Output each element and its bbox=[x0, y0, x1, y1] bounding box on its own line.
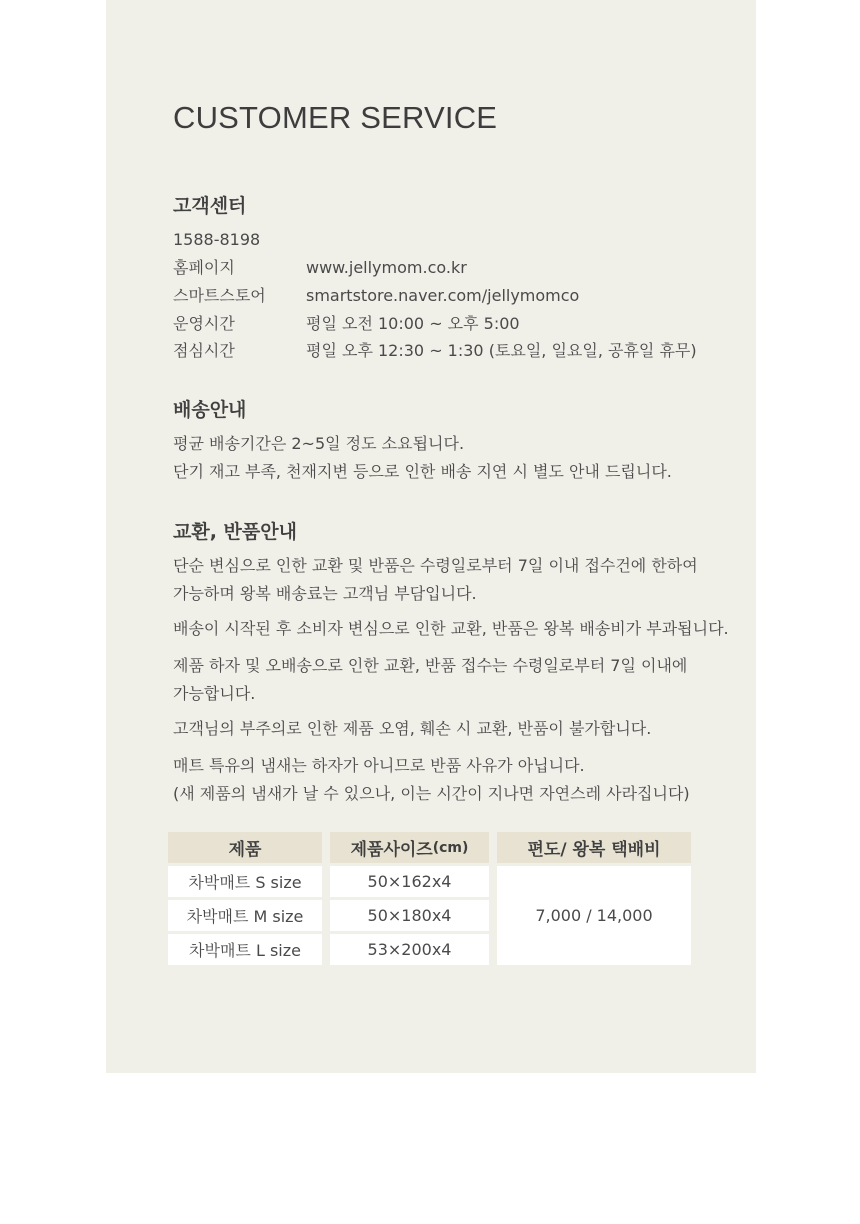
table-cell-product: 차박매트 M size bbox=[168, 900, 322, 931]
table-cell-product: 차박매트 S size bbox=[168, 866, 322, 897]
info-row-hours bbox=[173, 314, 520, 334]
homepage-link[interactable]: www.jellymom.co.kr bbox=[306, 258, 467, 277]
table-header-product bbox=[168, 832, 322, 863]
info-label: 점심시간 bbox=[173, 341, 235, 360]
info-value: 평일 오전 10:00 ~ 오후 5:00 bbox=[306, 314, 520, 333]
returns-text: 매트 특유의 냄새는 하자가 아니므로 반품 사유가 아닙니다. bbox=[173, 756, 585, 775]
table-cell-size: 50×180x4 bbox=[330, 900, 489, 931]
returns-text: 가능하며 왕복 배송료는 고객님 부담입니다. bbox=[173, 584, 477, 603]
table-cell-size: 53×200x4 bbox=[330, 934, 489, 965]
customer-center-heading: 고객센터 bbox=[173, 195, 247, 217]
customer-service-panel bbox=[106, 0, 756, 1073]
smartstore-link[interactable]: smartstore.naver.com/jellymomco bbox=[306, 286, 580, 305]
returns-text: 가능합니다. bbox=[173, 684, 256, 703]
returns-text: 고객님의 부주의로 인한 제품 오염, 훼손 시 교환, 반품이 불가합니다. bbox=[173, 719, 652, 738]
info-label: 홈페이지 bbox=[173, 258, 235, 277]
table-header-fee bbox=[497, 832, 691, 863]
page-title: CUSTOMER SERVICE bbox=[173, 100, 498, 135]
delivery-text: 단기 재고 부족, 천재지변 등으로 인한 배송 지연 시 별도 안내 드립니다. bbox=[173, 462, 672, 481]
info-label: 운영시간 bbox=[173, 314, 235, 333]
table-cell-size: 50×162x4 bbox=[330, 866, 489, 897]
returns-text: (새 제품의 냄새가 날 수 있으나, 이는 시간이 지나면 자연스레 사라집니다) bbox=[173, 784, 690, 803]
delivery-heading: 배송안내 bbox=[173, 399, 247, 421]
info-label: 스마트스토어 bbox=[173, 286, 266, 305]
header-label: 편도/ 왕복 택배비 bbox=[527, 840, 661, 860]
returns-heading: 교환, 반품안내 bbox=[173, 521, 297, 543]
shipping-fee-table bbox=[168, 832, 691, 965]
returns-text: 제품 하자 및 오배송으로 인한 교환, 반품 접수는 수령일로부터 7일 이내에 bbox=[173, 656, 688, 675]
table-header-size bbox=[330, 832, 489, 863]
info-row-lunch bbox=[173, 341, 697, 361]
header-label: 제품사이즈 bbox=[350, 840, 433, 860]
info-value: 평일 오후 12:30 ~ 1:30 (토요일, 일요일, 공휴일 휴무) bbox=[306, 341, 697, 360]
table-cell-fee: 7,000 / 14,000 bbox=[497, 866, 691, 965]
header-label: 제품 bbox=[228, 840, 262, 860]
delivery-text: 평균 배송기간은 2~5일 정도 소요됩니다. bbox=[173, 434, 465, 453]
info-row-smartstore bbox=[173, 286, 579, 306]
returns-text: 배송이 시작된 후 소비자 변심으로 인한 교환, 반품은 왕복 배송비가 부과됩니다. bbox=[173, 619, 729, 638]
header-unit: (cm) bbox=[432, 839, 469, 856]
returns-text: 단순 변심으로 인한 교환 및 반품은 수령일로부터 7일 이내 접수건에 한하여 bbox=[173, 556, 698, 575]
phone-number: 1588-8198 bbox=[173, 230, 261, 249]
table-cell-product: 차박매트 L size bbox=[168, 934, 322, 965]
info-row-homepage bbox=[173, 258, 467, 278]
